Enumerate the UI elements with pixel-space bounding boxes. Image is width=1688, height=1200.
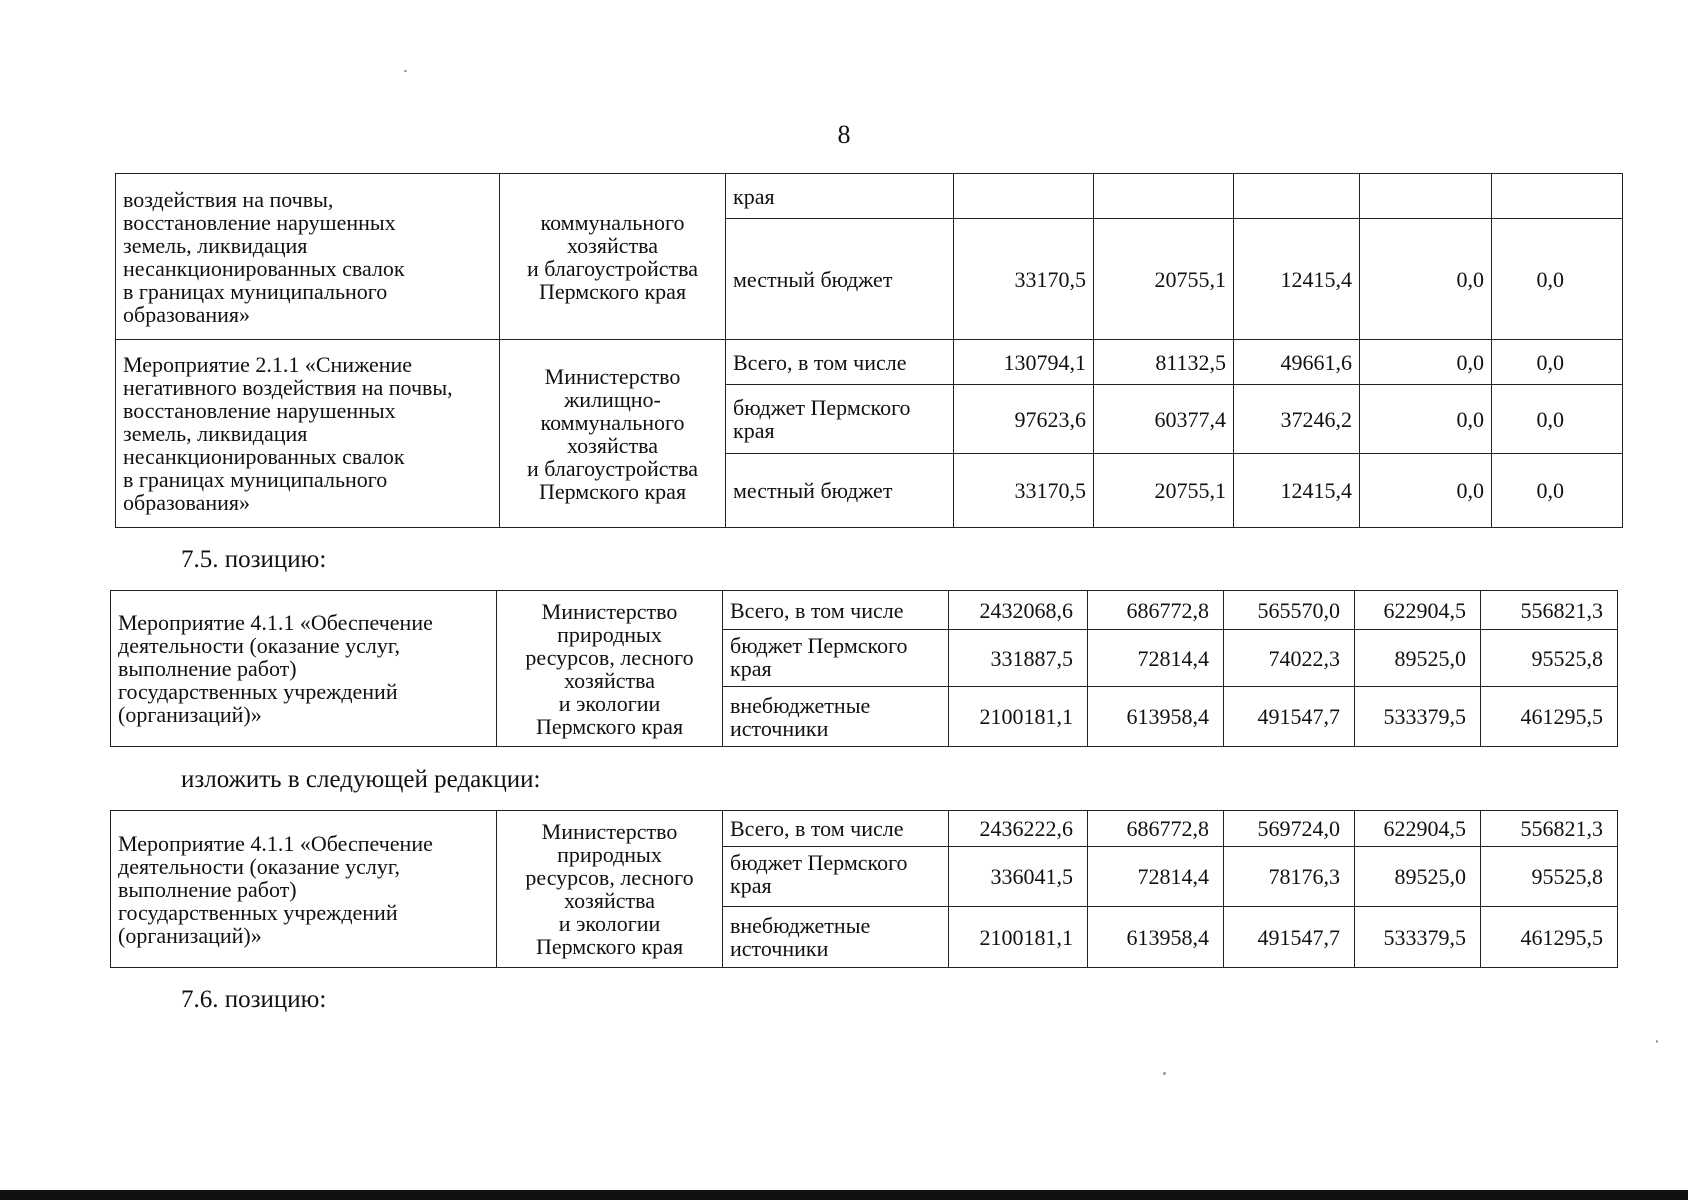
- source-cell: бюджет Пермского края: [723, 630, 949, 687]
- value-cell: 622904,5: [1355, 811, 1481, 847]
- measure-name-cell: Мероприятие 2.1.1 «Снижение негативного воздействия на почвы, восстановление нарушенных земель, ликвидация несанкционированных свалок в границах муниципального образования»: [116, 340, 500, 528]
- source-cell: бюджет Пермского края: [726, 385, 954, 454]
- value-cell: 0,0: [1360, 454, 1492, 528]
- value-cell: 0,0: [1360, 340, 1492, 385]
- value-cell: 20755,1: [1094, 454, 1234, 528]
- value-cell: 72814,4: [1088, 847, 1224, 907]
- source-cell: Всего, в том числе: [726, 340, 954, 385]
- scan-speck: [404, 70, 407, 72]
- value-cell: 533379,5: [1355, 907, 1481, 968]
- table-row: [111, 811, 1618, 847]
- value-cell: 78176,3: [1224, 847, 1355, 907]
- value-cell: 2100181,1: [949, 907, 1088, 968]
- value-cell: 97623,6: [954, 385, 1094, 454]
- value-cell: 33170,5: [954, 219, 1094, 340]
- value-cell: 622904,5: [1355, 591, 1481, 630]
- table-row: [116, 340, 1623, 385]
- scan-speck: [1163, 1072, 1166, 1075]
- table-2: [110, 590, 1618, 747]
- value-cell: 565570,0: [1224, 591, 1355, 630]
- section-heading-7-5: 7.5. позицию:: [181, 546, 327, 573]
- value-cell: 613958,4: [1088, 687, 1224, 747]
- value-cell: 37246,2: [1234, 385, 1360, 454]
- value-cell: 89525,0: [1355, 847, 1481, 907]
- value-cell: 686772,8: [1088, 811, 1224, 847]
- value-cell: 95525,8: [1481, 847, 1618, 907]
- value-cell: 81132,5: [1094, 340, 1234, 385]
- value-cell: 89525,0: [1355, 630, 1481, 687]
- table-1: [115, 173, 1623, 528]
- section-heading-7-6: 7.6. позицию:: [181, 986, 327, 1013]
- value-cell: 336041,5: [949, 847, 1088, 907]
- value-cell: [1360, 174, 1492, 219]
- section-heading-edit: изложить в следующей редакции:: [181, 766, 541, 793]
- value-cell: 556821,3: [1481, 591, 1618, 630]
- source-cell: края: [726, 174, 954, 219]
- value-cell: 74022,3: [1224, 630, 1355, 687]
- value-cell: 0,0: [1492, 385, 1623, 454]
- value-cell: 331887,5: [949, 630, 1088, 687]
- table-row: [116, 174, 1623, 219]
- value-cell: 461295,5: [1481, 687, 1618, 747]
- executor-cell: Министерство природных ресурсов, лесного хозяйства и экологии Пермского края: [497, 591, 723, 747]
- source-cell: внебюджетные источники: [723, 687, 949, 747]
- table-3: [110, 810, 1618, 968]
- value-cell: 72814,4: [1088, 630, 1224, 687]
- source-cell: местный бюджет: [726, 454, 954, 528]
- value-cell: [1234, 174, 1360, 219]
- executor-cell: Министерство природных ресурсов, лесного хозяйства и экологии Пермского края: [497, 811, 723, 968]
- value-cell: [1492, 174, 1623, 219]
- value-cell: 0,0: [1492, 219, 1623, 340]
- source-cell: Всего, в том числе: [723, 811, 949, 847]
- value-cell: 0,0: [1360, 219, 1492, 340]
- value-cell: 49661,6: [1234, 340, 1360, 385]
- value-cell: 491547,7: [1224, 907, 1355, 968]
- value-cell: 33170,5: [954, 454, 1094, 528]
- value-cell: 556821,3: [1481, 811, 1618, 847]
- value-cell: 533379,5: [1355, 687, 1481, 747]
- value-cell: 569724,0: [1224, 811, 1355, 847]
- value-cell: 130794,1: [954, 340, 1094, 385]
- source-cell: внебюджетные источники: [723, 907, 949, 968]
- measure-name-cell: воздействия на почвы, восстановление нарушенных земель, ликвидация несанкционированных свалок в границах муниципального образования»: [116, 174, 500, 340]
- page-number: 8: [837, 120, 851, 149]
- measure-name-cell: Мероприятие 4.1.1 «Обеспечение деятельности (оказание услуг, выполнение работ) государственных учреждений (организаций)»: [111, 591, 497, 747]
- value-cell: 461295,5: [1481, 907, 1618, 968]
- source-cell: местный бюджет: [726, 219, 954, 340]
- value-cell: 2436222,6: [949, 811, 1088, 847]
- source-cell: бюджет Пермского края: [723, 847, 949, 907]
- scan-border-bottom: [0, 1190, 1688, 1200]
- value-cell: 491547,7: [1224, 687, 1355, 747]
- value-cell: 613958,4: [1088, 907, 1224, 968]
- value-cell: 0,0: [1492, 454, 1623, 528]
- scan-speck: [1656, 1040, 1658, 1043]
- value-cell: [1094, 174, 1234, 219]
- value-cell: 2432068,6: [949, 591, 1088, 630]
- measure-name-cell: Мероприятие 4.1.1 «Обеспечение деятельности (оказание услуг, выполнение работ) государственных учреждений (организаций)»: [111, 811, 497, 968]
- value-cell: 20755,1: [1094, 219, 1234, 340]
- executor-cell: Министерство жилищно- коммунального хозяйства и благоустройства Пермского края: [500, 340, 726, 528]
- executor-cell: коммунального хозяйства и благоустройства Пермского края: [500, 174, 726, 340]
- value-cell: 686772,8: [1088, 591, 1224, 630]
- value-cell: 12415,4: [1234, 454, 1360, 528]
- value-cell: 60377,4: [1094, 385, 1234, 454]
- value-cell: 2100181,1: [949, 687, 1088, 747]
- value-cell: 0,0: [1360, 385, 1492, 454]
- value-cell: 12415,4: [1234, 219, 1360, 340]
- value-cell: 0,0: [1492, 340, 1623, 385]
- source-cell: Всего, в том числе: [723, 591, 949, 630]
- table-row: [111, 591, 1618, 630]
- value-cell: 95525,8: [1481, 630, 1618, 687]
- value-cell: [954, 174, 1094, 219]
